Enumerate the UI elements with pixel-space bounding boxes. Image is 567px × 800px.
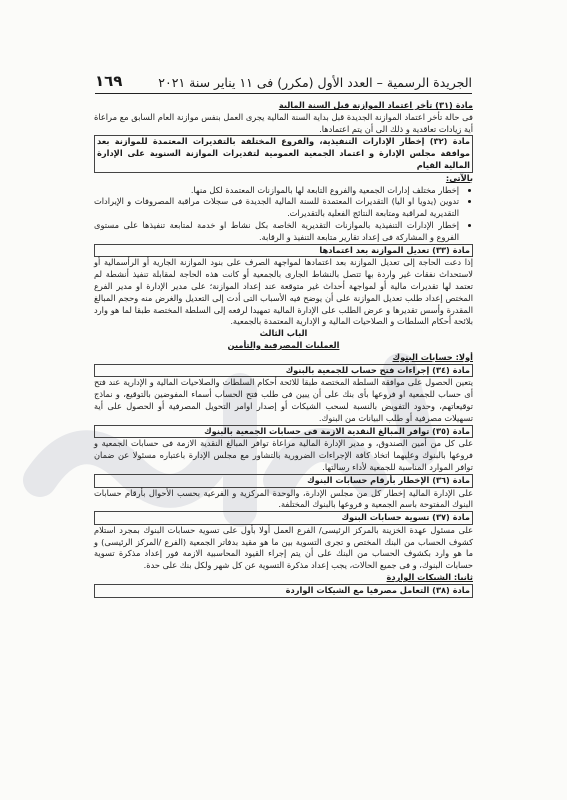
document-body bbox=[94, 100, 473, 598]
article-35-heading: مادة (٣٥) توافر المبالغ النقدية الازمة فى حسابات الجمعية بالبنوك bbox=[94, 425, 473, 439]
article-31-text: فى حالة تأخر اعتماد الموازنة الجديدة قبل بداية السنة المالية يجرى العمل بنفس موازنة العام السابق مع مراعاة أية زيادات تعاقدية و ذلك الى أن يتم اعتمادها. bbox=[94, 111, 473, 134]
article-32-heading: مادة (٣٢) إخطار الإدارات التنفيذية، والفروع المختلفة بالتقديرات المعتمدة للموازنة بعد موافقة مجلس الإدارة و اعتماد الجمعية العمومية لتقديرات الموازنة السنوية على الإدارة المالية القيام bbox=[94, 135, 473, 172]
list-item: • إخطار الإدارات التنفيذية بالموازنات التقديرية الخاصة بكل نشاط او خدمة لمتابعة تنفيذها على مستوى الفروع و المشاركة فى إعداد تقارير متابعة التنفيذ و الرقابة. bbox=[94, 220, 459, 244]
section-1-heading: أولا: حسابات البنوك bbox=[392, 351, 473, 362]
page-number: ١٦٩ bbox=[95, 72, 123, 90]
article-33-text: إذا دعت الحاجة إلى تعديل الموازنة بعد اعتمادها لمواجهة الصرف على بنود الموازنة الجارية أو الرأسمالية أو لاستحداث نفقات غير واردة بها تتصل بالنشاط الجارى بالجمعية أو كانت هذه الحاجة لمقابلة تنفيذ أنشطة لم تعتمد لها تقديرات مالية أو لمواجهة أحداث غير متوقعة عند إعداد الموازنة؛ على مدير الإدارة او مدير الفرع المختص إعداد طلب تعديل الموازنة على أن يوضح فيه الأسباب التى أدت إلى التعديل والغرض منه وحجم المبالغ المقدرة وأسس تقديرها و عرض الطلب على الإدارة المالية تمهيدا لرفعه إلى السلطة المختصة طبقا لما هو وارد بلائحة أحكام السلطات و الصلاحيات المالية و الإدارية المعتمدة بالجمعية. bbox=[94, 257, 473, 327]
article-37-heading: مادة (٣٧) تسوية حسابات البنوك bbox=[94, 511, 473, 525]
article-38-heading: مادة (٣٨) التعامل مصرفيا مع الشيكات الواردة bbox=[94, 584, 473, 598]
gazette-title: الجريدة الرسمية – العدد الأول (مكرر) فى ١١ يناير سنة ٢٠٢١ bbox=[158, 75, 472, 90]
chapter-title: الباب الثالث bbox=[259, 328, 308, 339]
header-rule bbox=[95, 93, 472, 94]
article-32-list bbox=[94, 185, 473, 244]
article-34-heading: مادة (٣٤) إجراءات فتح حساب للجمعية بالبنوك bbox=[94, 364, 473, 378]
chapter-subtitle: العمليات المصرفية والتأمين bbox=[227, 339, 340, 350]
article-36-heading: مادة (٣٦) الإخطار بأرقام حسابات البنوك bbox=[94, 474, 473, 488]
list-item: • تدوين (يدويا او اليا) التقديرات المعتمدة للسنة المالية الجديدة فى سجلات مراقبة المصروفات و الإيرادات التقديرية لمراقبة ومتابعة النتائج الفعلية بالتقديرات. bbox=[94, 196, 459, 220]
article-36-text: على الإدارة المالية إخطار كل من مجلس الإدارة، والوحدة المركزية و الفرعية بحسب الأحوال بأرقام حسابات البنوك المفتوحة باسم الجمعية و فروعها بالبنوك المختلفة. bbox=[94, 487, 473, 510]
article-34-text: يتعين الحصول على موافقة السلطة المختصة طبقا للائحة أحكام السلطات والصلاحيات المالية و الإدارية عند فتح أى حساب للجمعية او فروعها بأى بنك على أن يبين فى طلب فتح الحساب أسماء المفوضين بالتوقيع، و نماذج توقيعاتهم، وحدود التفويض بالنسبة لسحب الشيكات أو إصدار اوامر التحويل المصرفية أو الحصول على أية تسهيلات مصرفية أو طلب البيانات من البنوك. bbox=[94, 377, 473, 423]
list-item: • إخطار مختلف إدارات الجمعية والفروع التابعة لها بالموازنات المعتمدة لكل منها. bbox=[94, 185, 459, 197]
article-32-sub: بالآتى: bbox=[445, 172, 473, 183]
article-33-heading: مادة (٣٣) تعديل الموازنة بعد اعتمادها bbox=[94, 244, 473, 258]
article-35-text: على كل من أمين الصندوق، و مدير الإدارة المالية مراعاة توافر المبالغ النقدية الازمة فى حسابات الجمعية و فروعها بالبنوك وعليهما اتخاذ كافة الإجراءات الضرورية بالتشاور مع مجلس الإدارة باعتباره مسئولا عن ضمان توافر الموارد المناسبة للجمعية لأداء رسالتها. bbox=[94, 438, 473, 472]
page-header bbox=[95, 68, 472, 90]
section-2-heading: ثانيا: الشيكات الواردة bbox=[386, 572, 473, 583]
article-37-text: على مسئول عهدة الخزينة بالمركز الرئيسى/ الفرع العمل أولا بأول على تسوية حسابات البنوك بمجرد استلام كشوف الحساب من البنك المختص و تجرى التسوية بين ما هو مقيد بدفاتر الجمعية (الفرع /المركز الرئيسى) و ما هو وارد بكشوف الحساب من البنك على أن يتم إجراء القيود المحاسبية الازمة فور إعداد مذكرة تسوية حسابات البنوك، و فى جميع الحالات، يجب إعداد مذكرة التسوية عن كل شهر ولكل بنك على حدة. bbox=[94, 524, 473, 571]
article-31-heading: مادة (٣١) تأخر اعتماد الموازنة قبل السنة المالية bbox=[278, 100, 473, 110]
